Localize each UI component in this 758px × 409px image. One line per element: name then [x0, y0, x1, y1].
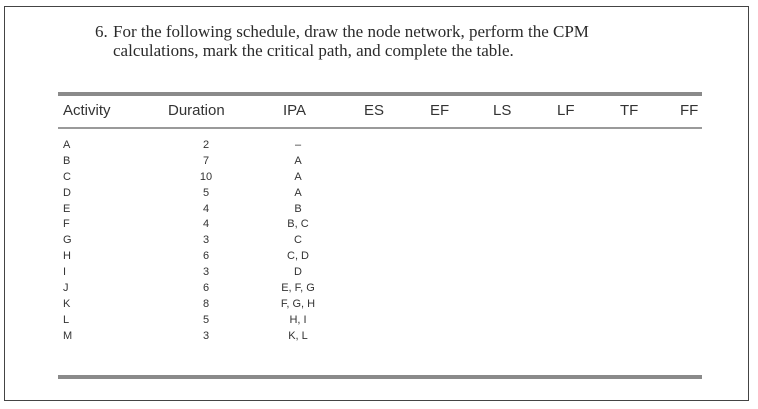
table-row — [58, 138, 702, 154]
activity-cell: J — [63, 282, 69, 295]
ipa-cell: A — [294, 170, 302, 183]
activity-cell: G — [63, 234, 72, 247]
duration-cell: 4 — [202, 202, 210, 215]
question-line-2: calculations, mark the critical path, and complete the table. — [113, 41, 514, 60]
duration-cell: 6 — [202, 250, 210, 263]
activity-cell: B — [63, 154, 71, 167]
table-header-rule — [58, 127, 702, 129]
ipa-cell: E, F, G — [281, 282, 315, 295]
activity-cell: A — [63, 139, 71, 151]
ipa-cell: B — [294, 202, 302, 215]
header-ff: FF — [680, 102, 699, 119]
duration-cell: 3 — [202, 266, 210, 279]
table-row — [58, 329, 702, 345]
ipa-cell: H, I — [289, 313, 307, 326]
table-bottom-rule — [58, 375, 702, 379]
header-ef: EF — [430, 102, 450, 119]
ipa-cell: B, C — [287, 218, 309, 231]
ipa-cell: D — [294, 266, 302, 279]
duration-cell: 2 — [202, 139, 210, 151]
header-ipa: IPA — [283, 102, 307, 119]
table-top-rule — [58, 92, 702, 96]
table-row — [58, 170, 702, 186]
duration-cell: 5 — [202, 313, 210, 326]
activity-cell: L — [63, 313, 70, 326]
duration-cell: 3 — [202, 329, 210, 342]
activity-cell: E — [63, 202, 71, 215]
duration-cell: 7 — [202, 154, 210, 167]
duration-cell: 3 — [202, 234, 210, 247]
duration-cell: 8 — [202, 297, 210, 310]
header-tf: TF — [620, 102, 639, 119]
table-row — [58, 265, 702, 281]
duration-cell: 4 — [202, 218, 210, 231]
ipa-cell: C — [294, 234, 302, 247]
table-row — [58, 154, 702, 170]
ipa-cell: K, L — [288, 329, 308, 342]
header-activity: Activity — [63, 102, 111, 119]
activity-cell: D — [63, 186, 71, 199]
activity-cell: H — [63, 250, 71, 263]
table-row — [58, 313, 702, 329]
table-row — [58, 233, 702, 249]
duration-cell: 6 — [202, 282, 210, 295]
table-row — [58, 297, 702, 313]
activity-cell: K — [63, 297, 71, 310]
header-duration: Duration — [168, 102, 225, 119]
question-number: 6. — [95, 22, 108, 41]
activity-cell: M — [63, 329, 73, 342]
activity-cell: C — [63, 170, 71, 183]
duration-cell: 5 — [202, 186, 210, 199]
activity-cell: F — [63, 218, 70, 231]
header-ls: LS — [493, 102, 512, 119]
question-text — [95, 22, 715, 60]
table-row — [58, 186, 702, 202]
table-row — [58, 281, 702, 297]
header-lf: LF — [557, 102, 575, 119]
question-line-1: For the following schedule, draw the node network, perform the CPM — [113, 22, 589, 41]
header-es: ES — [364, 102, 385, 119]
ipa-cell: C, D — [287, 250, 309, 263]
table-body — [58, 138, 702, 345]
table-row — [58, 249, 702, 265]
ipa-cell: A — [294, 186, 302, 199]
table-row — [58, 217, 702, 233]
activity-cell: I — [63, 266, 67, 279]
ipa-cell: – — [294, 139, 302, 151]
ipa-cell: A — [294, 154, 302, 167]
duration-cell: 10 — [199, 170, 213, 183]
ipa-cell: F, G, H — [280, 297, 316, 310]
table-row — [58, 202, 702, 218]
